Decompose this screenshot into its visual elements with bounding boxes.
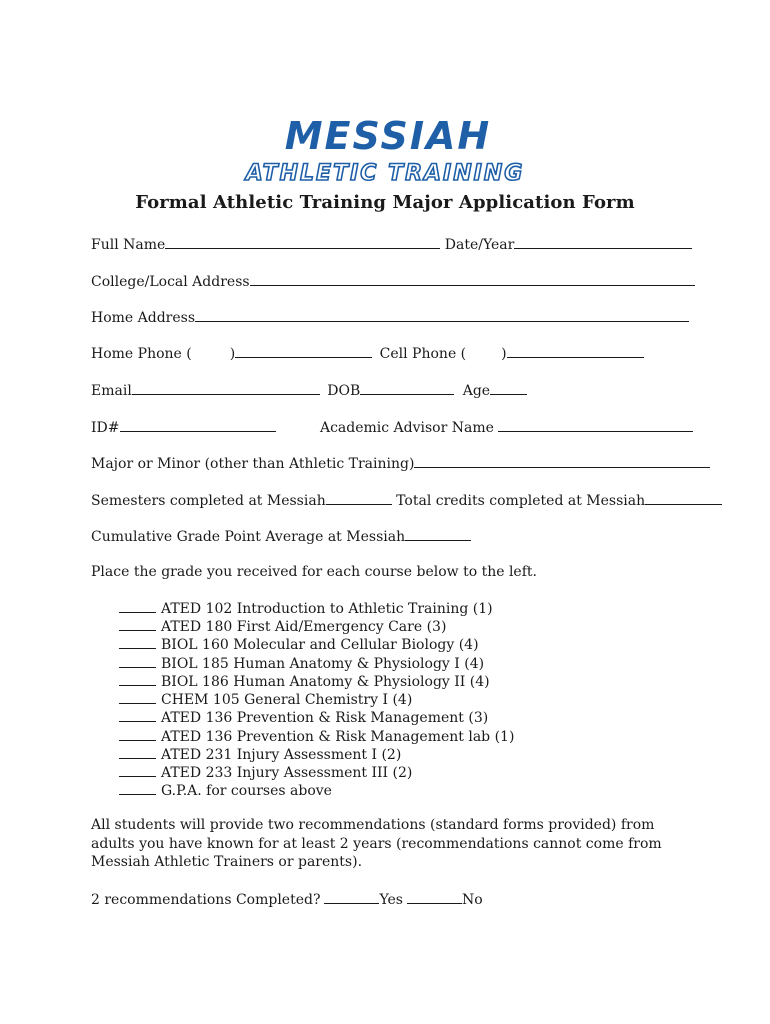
course-label: ATED 180 First Aid/Emergency Care (3) [161,619,447,635]
date-year-label: Date/Year [444,237,515,253]
grade-field[interactable] [119,762,156,777]
form-title: Formal Athletic Training Major Application Form [135,192,635,213]
course-label: ATED 136 Prevention & Risk Management lab (1) [161,729,515,745]
major-minor-label: Major or Minor (other than Athletic Training) [91,456,415,472]
grade-field[interactable] [119,598,156,613]
dob-field[interactable] [360,380,454,395]
course-item [119,671,490,691]
advisor-field[interactable] [498,417,693,432]
course-label: G.P.A. for courses above [161,783,332,799]
grade-field[interactable] [119,671,156,686]
recommendation-paragraph: All students will provide two recommendations (standard forms provided) from adults you have known for at least 2 years (recommendations cannot come from Messiah Athletic Trainers or parents). [91,817,662,870]
course-item [119,744,401,764]
advisor-label: Academic Advisor Name [319,420,494,436]
yes-label: Yes [379,892,403,908]
email-row [91,380,527,400]
recommendations-label: 2 recommendations Completed? [91,892,321,908]
age-field[interactable] [490,380,527,395]
full-name-row [91,234,692,254]
course-item [119,726,514,746]
grade-field[interactable] [119,653,156,668]
id-label: ID# [91,420,120,436]
grade-field[interactable] [119,634,156,649]
logo-graphic [170,116,610,186]
recommendations-row [91,889,483,909]
course-item [119,707,488,727]
phone-row [91,343,644,363]
cell-phone-field[interactable] [507,343,644,358]
id-field[interactable] [120,417,276,432]
course-item [119,598,493,618]
cell-phone-paren: ) [501,346,507,362]
college-address-row [91,271,695,291]
full-name-label: Full Name [91,237,166,253]
age-label: Age [462,383,491,399]
dob-label: DOB [327,383,361,399]
cell-phone-label: Cell Phone ( [379,346,467,362]
home-address-row [91,307,689,327]
course-label: ATED 136 Prevention & Risk Management (3) [161,710,489,726]
grade-field[interactable] [119,616,156,631]
major-minor-field[interactable] [414,453,710,468]
gpa-row [91,526,471,546]
grade-instructions: Place the grade you received for each course below to the left. [91,564,537,580]
course-label: ATED 233 Injury Assessment III (2) [161,765,413,781]
course-item [119,634,479,654]
home-address-field[interactable] [195,307,689,322]
credits-field[interactable] [645,490,722,505]
home-phone-label: Home Phone ( [91,346,192,362]
course-item [119,780,332,800]
grade-field[interactable] [119,707,156,722]
full-name-field[interactable] [165,234,440,249]
gpa-label: Cumulative Grade Point Average at Messiah [91,529,406,545]
email-label: Email [91,383,132,399]
messiah-athletic-training-logo [170,116,610,186]
recommendations-no-field[interactable] [407,889,462,904]
grade-field[interactable] [119,726,156,741]
college-address-label: College/Local Address [91,274,250,290]
id-row [91,417,693,437]
course-label: BIOL 185 Human Anatomy & Physiology I (4) [161,656,485,672]
course-label: BIOL 186 Human Anatomy & Physiology II (4) [161,674,490,690]
course-label: BIOL 160 Molecular and Cellular Biology (4) [161,637,479,653]
date-year-field[interactable] [514,234,692,249]
course-label: ATED 102 Introduction to Athletic Training (1) [161,601,493,617]
grade-field[interactable] [119,744,156,759]
semesters-label: Semesters completed at Messiah [91,493,326,509]
home-address-label: Home Address [91,310,196,326]
course-label: ATED 231 Injury Assessment I (2) [161,747,402,763]
course-item [119,762,412,782]
recommendations-yes-field[interactable] [324,889,379,904]
email-field[interactable] [132,380,320,395]
course-item [119,689,412,709]
home-phone-field[interactable] [235,343,372,358]
grade-field[interactable] [119,780,156,795]
home-phone-paren: ) [229,346,236,362]
course-item [119,653,484,673]
logo-line-1: MESSIAH [284,116,492,158]
course-item [119,616,446,636]
logo-line-2: ATHLETIC TRAINING [245,161,525,186]
semesters-field[interactable] [326,490,392,505]
grade-field[interactable] [119,689,156,704]
gpa-field[interactable] [405,526,471,541]
course-label: CHEM 105 General Chemistry I (4) [161,692,413,708]
college-address-field[interactable] [250,271,695,286]
no-label: No [461,892,483,908]
semesters-row [91,490,722,510]
major-minor-row [91,453,710,473]
credits-label: Total credits completed at Messiah [396,493,646,509]
